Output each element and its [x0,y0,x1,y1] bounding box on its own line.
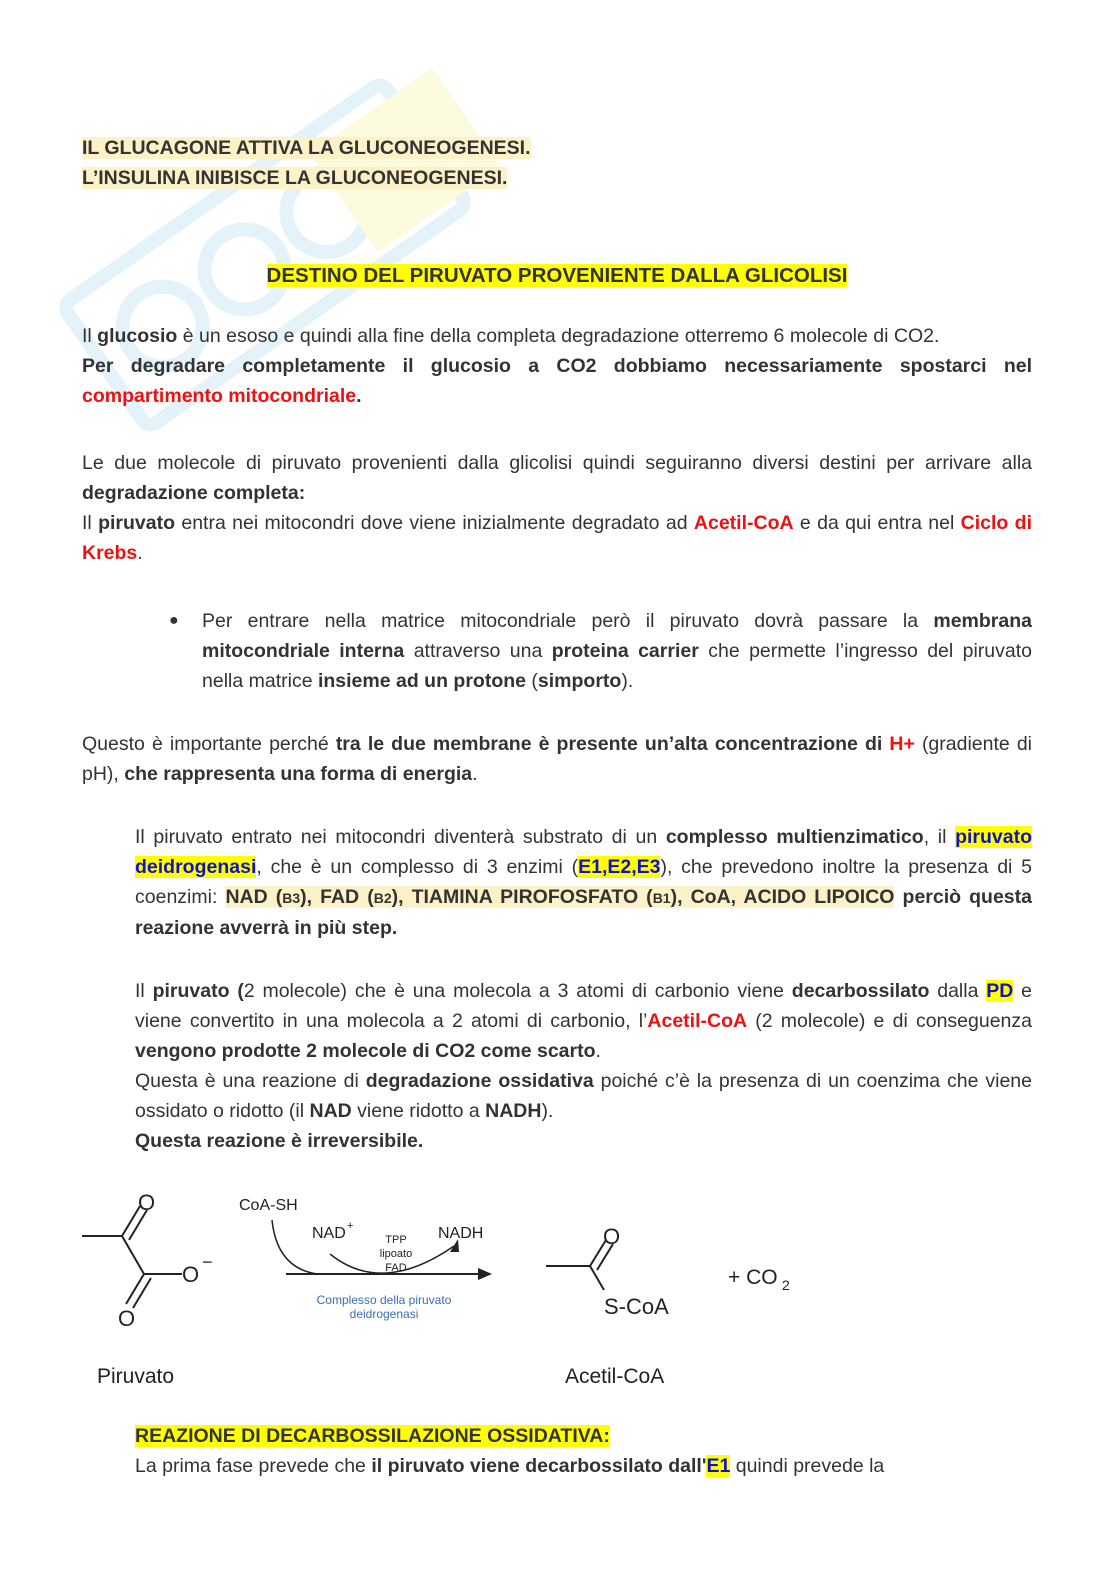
acetyl-caption: Acetil-CoA [565,1365,665,1388]
lipoato-label: lipoato [379,1248,413,1260]
acetyl-o-label: O [603,1224,621,1249]
reaction-title: REAZIONE DI DECARBOSSILAZIONE OSSIDATIVA: [135,1425,610,1447]
bullet-text: Per entrare nella matrice mitocondriale però il piruvato dovrà passare la membrana mitocondriale interna attraverso una proteina carrier che permette l’ingresso del piruvato nella matrice insieme ad un protone (simporto). [202,610,1033,692]
list-item [82,606,1032,696]
fad-label: FAD [385,1262,407,1274]
section-title: DESTINO DEL PIRUVATO PROVENIENTE DALLA GLICOLISI [266,264,848,287]
reaction-diagram [82,1186,1032,1421]
o-top-label: O [138,1190,156,1215]
nad-superscript: + [347,1220,354,1232]
enzyme-label-2: deidrogenasi [349,1307,419,1321]
paragraph-glucosio: Il glucosio è un esoso e quindi alla fine della completa degradazione otterremo 6 molecole di CO2. Per degradare completamente il glucosio a CO2 dobbiamo necessariamente spostarci nel compartimento mitocondriale. [82,325,1032,407]
co2-subscript: 2 [782,1277,790,1293]
paragraph-complesso: Il piruvato entrato nei mitocondri diventerà substrato di un complesso multienzimatico, il piruvato deidrogenasi, che è un complesso di 3 enzimi (E1,E2,E3), che prevedono inoltre la presenza di 5 coenzimi: NAD (B3), FAD (B2), TIAMINA PIROFOSFATO (B1), CoA, ACIDO LIPOICO perciò questa reazione avverrà in più step. [135,826,1032,939]
bullet-icon: ● [169,612,179,629]
pyruvate-structure [82,1206,182,1308]
nadh-label: NADH [438,1225,484,1242]
paragraph-gradiente: Questo è importante perché tra le due membrane è presente un’alta concentrazione di H+ (gradiente di pH), che rappresenta una forma di energia. [82,733,1033,785]
pyruvate-caption: Piruvato [97,1365,175,1388]
coash-label: CoA-SH [239,1197,298,1214]
paragraph-prima-fase: La prima fase prevede che il piruvato viene decarbossilato dall'E1 quindi prevede la [135,1455,885,1477]
reaction-arrowhead [478,1268,492,1280]
intro-block [82,133,1032,193]
enzyme-label-1: Complesso della piruvato [316,1293,452,1307]
o-minus-label: O [182,1262,200,1287]
scoa-label: S-CoA [604,1294,669,1319]
content-area [82,133,1032,1481]
nad-label: NAD [312,1225,346,1242]
insulina-line: L’INSULINA INIBISCE LA GLUCONEOGENESI. [82,167,508,189]
tpp-label: TPP [385,1234,407,1246]
co2-label: + CO [728,1266,778,1289]
paragraph-destini: Le due molecole di piruvato provenienti dalla glicolisi quindi seguiranno diversi destini per arrivare alla degradazione completa: Il piruvato entra nei mitocondri dove viene inizialmente degradato ad Acetil-CoA e da qui entra nel Ciclo di Krebs. [82,452,1032,564]
glucagone-line: IL GLUCAGONE ATTIVA LA GLUCONEOGENESI. [82,137,531,159]
o-bottom-label: O [118,1306,136,1331]
minus-label: − [202,1252,213,1272]
paragraph-decarbossilazione: Il piruvato (2 molecole) che è una molecola a 3 atomi di carbonio viene decarbossilato dalla PD e viene convertito in una molecola a 2 atomi di carbonio, l’Acetil-CoA (2 molecole) e di conseguenza vengono prodotte 2 molecole di CO2 come scarto. Questa è una reazione di degradazione ossidativa poiché c’è la presenza di un coenzima che viene ossidato o ridotto (il NAD viene ridotto a NADH). Questa reazione è irreversibile. [135,980,1033,1152]
coash-arc [272,1220,317,1274]
